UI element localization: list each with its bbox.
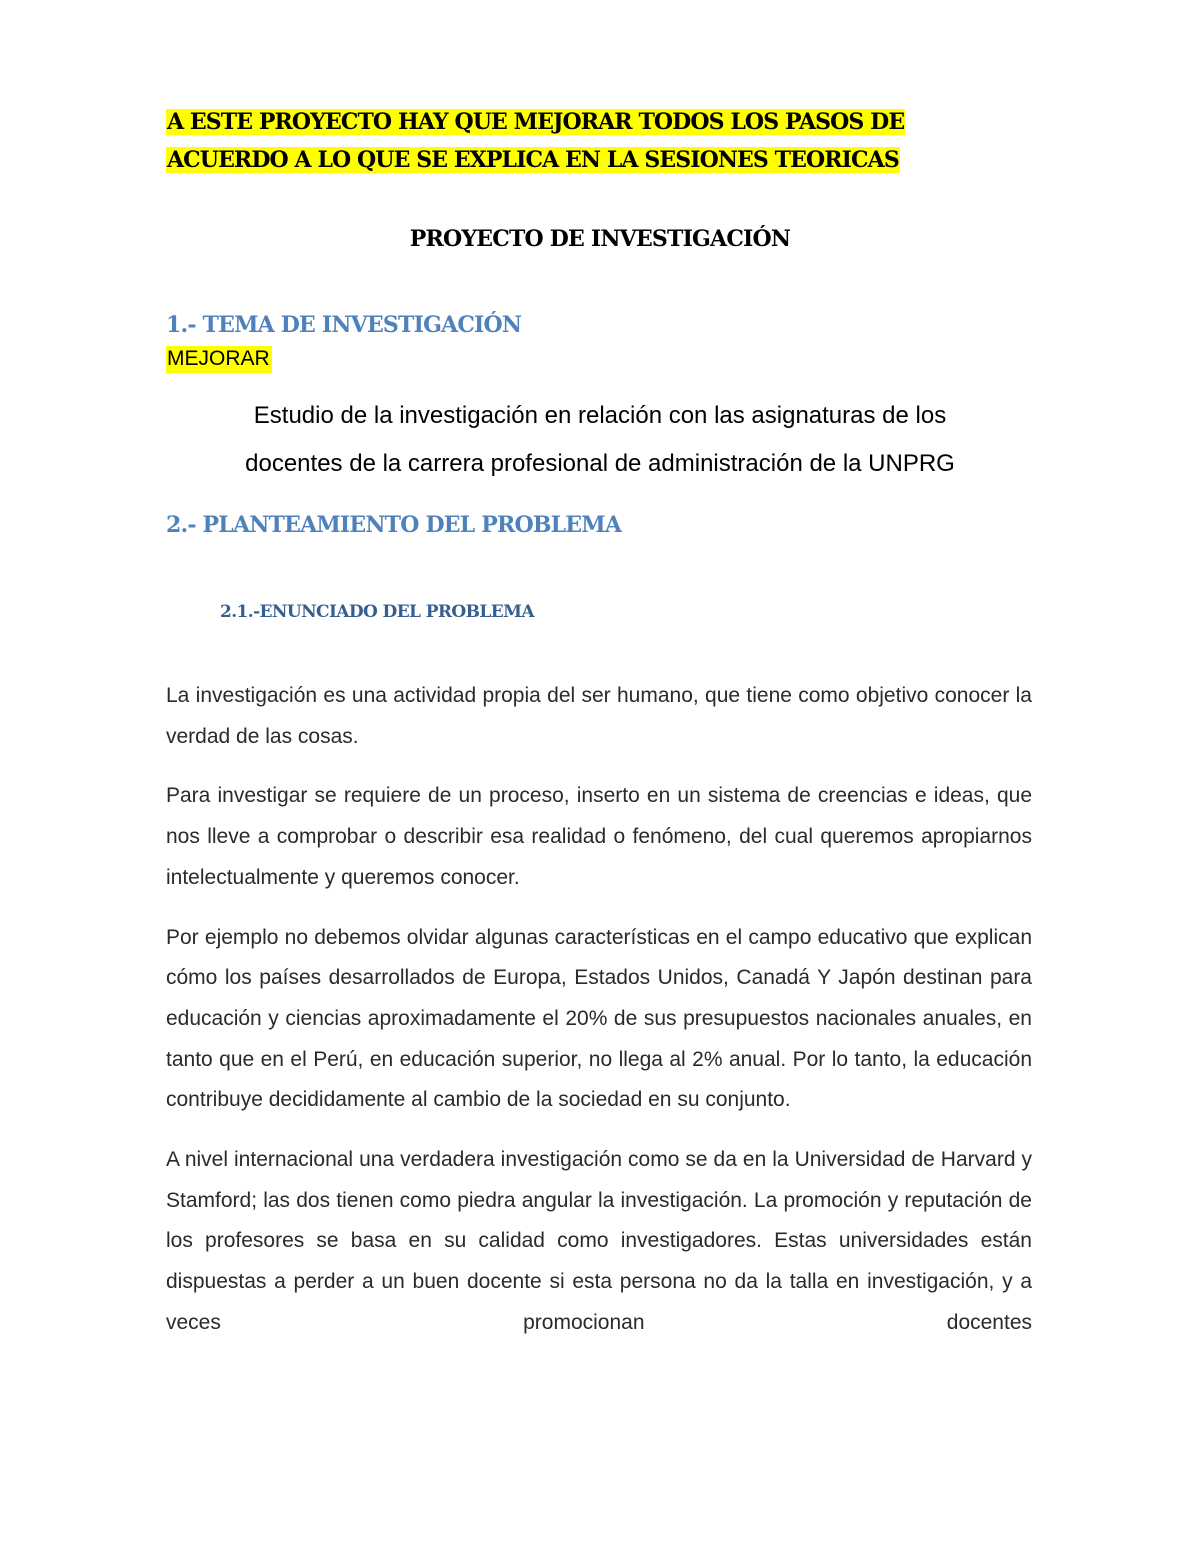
highlighted-note-mejorar: MEJORAR xyxy=(166,346,272,373)
paragraph: Para investigar se requiere de un proceso, inserto en un sistema de creencias e ideas, que nos lleve a comprobar o describir esa realidad o fenómeno, del cual queremos apropiarnos intelectualmente y queremos conocer. xyxy=(166,784,1032,889)
subsection-heading-enunciado: 2.1.-ENUNCIADO DEL PROBLEMA xyxy=(220,602,534,622)
revision-note xyxy=(166,103,966,179)
paragraph: Por ejemplo no debemos olvidar algunas características en el campo educativo que explican cómo los países desarrollados de Europa, Estados Unidos, Canadá Y Japón destinan para educación y ciencias aproximadamente el 20% de sus presupuestos nacionales anuales, en tanto que en el Perú, en educación superior, no llega al 2% anual. Por lo tanto, la educación contribuye decididamente al cambio de la sociedad en su conjunto. xyxy=(166,925,1032,1112)
section-heading-planteamiento: 2.- PLANTEAMIENTO DEL PROBLEMA xyxy=(166,512,622,538)
research-topic xyxy=(150,392,1050,488)
revision-note-line-1: A ESTE PROYECTO HAY QUE MEJORAR TODOS LOS PASOS DE xyxy=(167,109,905,135)
research-topic-line-2: docentes de la carrera profesional de administración de la UNPRG xyxy=(245,450,955,477)
paragraph: A nivel internacional una verdadera investigación como se da en la Universidad de Harvard y Stamford; las dos tienen como piedra angular la investigación. La promoción y reputación de los profesores se basa en su calidad como investigadores. Estas universidades están dispuestas a perder a un buen docente si esta persona no da la talla en investigación, y a veces promocionan docentes xyxy=(166,1148,1032,1334)
body-text xyxy=(166,676,1032,1363)
paragraph: La investigación es una actividad propia del ser humano, que tiene como objetivo conocer la verdad de las cosas. xyxy=(166,684,1032,748)
section-heading-tema: 1.- TEMA DE INVESTIGACIÓN xyxy=(166,312,522,338)
document-title: PROYECTO DE INVESTIGACIÓN xyxy=(409,226,791,252)
research-topic-line-1: Estudio de la investigación en relación con las asignaturas de los xyxy=(253,402,947,429)
revision-note-line-2: ACUERDO A LO QUE SE EXPLICA EN LA SESIONES TEORICAS xyxy=(167,147,899,173)
